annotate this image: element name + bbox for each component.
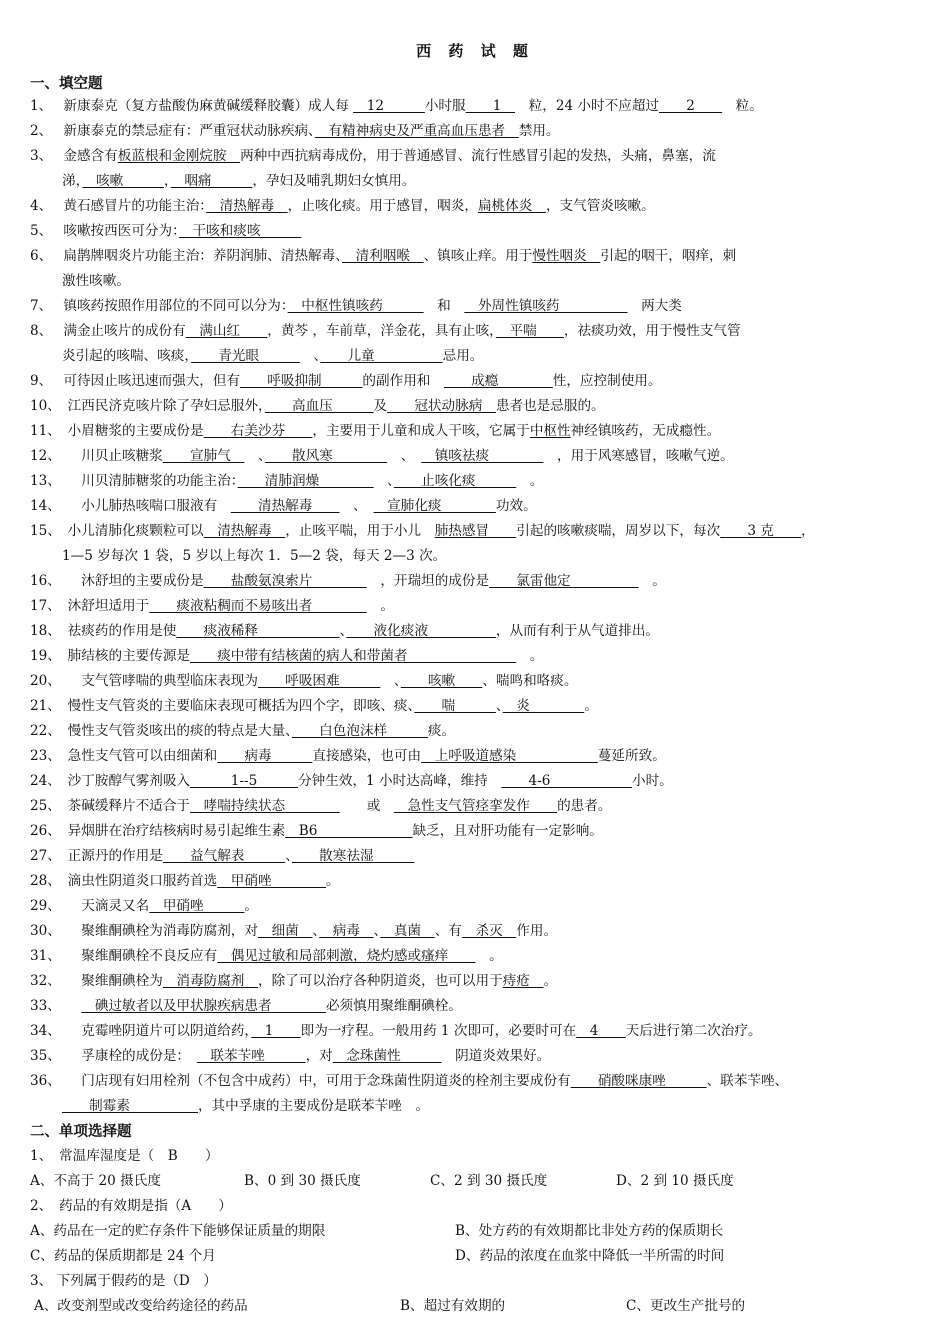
choice-option: B、超过有效期的 [400, 1298, 506, 1314]
question-text: ，主要用于儿童和成人干咳，它属于 [312, 423, 530, 439]
question-line [30, 596, 394, 616]
question-text: 、喘鸣和咯痰。 [482, 673, 578, 689]
question-text: 分钟生效，1 小时达高峰，维持 [298, 773, 502, 789]
question-text: 蔓延所致。 [597, 748, 666, 764]
answer-blank: 呼吸困难 [258, 673, 381, 689]
question-text: 24、 沙丁胺醇气雾剂吸入 [30, 773, 191, 789]
question-text: 30、 聚维酮碘栓为消毒防腐剂，对 [30, 923, 258, 939]
answer-blank: 制霉素 [62, 1098, 198, 1114]
question-line [30, 796, 611, 816]
question-line [30, 996, 462, 1016]
question-text: 即为一疗程。一般用药 1 次即可，必要时可在 [300, 1023, 577, 1039]
answer-blank: 3 克 [720, 523, 802, 539]
question-text: 7、 镇咳药按照作用部位的不同可以分为： [30, 298, 288, 314]
question-line [30, 521, 815, 541]
question-text: 和 [423, 298, 465, 314]
choice-option: D、2 到 10 摄氏度 [616, 1173, 734, 1189]
question-text: 患者也是忌服的。 [495, 398, 605, 414]
question-line [30, 571, 666, 591]
question-text: 36、 门店现有妇用栓剂（不包含中成药）中，可用于念珠菌性阴道炎的栓剂主要成份有 [30, 1073, 571, 1089]
answer-blank: 上呼吸道感染 [421, 748, 598, 764]
answer-blank: 有精神病史及严重高血压患者 [314, 123, 519, 139]
question-text: 或 [339, 798, 394, 814]
answer-blank: 痰液粘稠而不易咳出者 [149, 598, 367, 614]
question-text: 16、 沐舒坦的主要成份是 [30, 573, 204, 589]
question-text: ，从而有利于从气道排出。 [495, 623, 660, 639]
page-title: 西 药 试 题 [416, 42, 534, 60]
question-text: 性，应控制使用。 [552, 373, 662, 389]
answer-blank: 偶见过敏和局部刺激，烧灼感或瘙痒 [217, 948, 476, 964]
answer-blank: 清热解毒 [230, 498, 340, 514]
choice-option: A、改变剂型或改变给药途径的药品 [34, 1298, 248, 1314]
question-text: 、联苯苄唑、 [706, 1073, 789, 1089]
question-text: 、 [339, 498, 374, 514]
question-line [30, 121, 560, 141]
question-text: 32、 聚维酮碘栓为 [30, 973, 163, 989]
question-line [30, 971, 557, 991]
question-text: 33、 [30, 998, 82, 1014]
question-text: 、 [373, 923, 381, 939]
question-text: ，除了可以治疗各种阴道炎，也可以用于 [258, 973, 503, 989]
question-text: 直接感染，也可由 [312, 748, 422, 764]
question-text: 禁用。 [518, 123, 560, 139]
question-text: 、 [244, 448, 265, 464]
question-text: 、 [387, 448, 422, 464]
answer-blank: 清热解毒 [203, 523, 286, 539]
question-text: ，祛痰功效，用于慢性支气管 [563, 323, 741, 339]
question-line [30, 96, 763, 116]
question-line [30, 1046, 550, 1066]
answer-blank: 念珠菌性 [332, 1048, 442, 1064]
question-line [30, 671, 577, 691]
answer-blank: 平喘 [495, 323, 564, 339]
question-line [62, 171, 415, 191]
question-text: 神经镇咳药，无成瘾性。 [570, 423, 721, 439]
question-text: 小时。 [632, 773, 673, 789]
answer-blank: 宣肺气 [162, 448, 245, 464]
answer-blank: 痰中带有结核菌的病人和带菌者 [190, 648, 517, 664]
question-text: 、 [285, 848, 292, 864]
question-text: ， [801, 523, 815, 539]
choice-question: 1、 常温库湿度是（ B ） [30, 1148, 219, 1164]
choice-option: A、药品在一定的贮存条件下能够保证质量的期限 [30, 1223, 326, 1239]
answer-blank: 碘过敏者以及甲状腺疾病患者 [81, 998, 326, 1014]
answer-blank: 扁桃体炎 [477, 198, 546, 214]
answer-blank: 清肺润燥 [237, 473, 374, 489]
answer-blank: 1 [251, 1023, 301, 1039]
question-text: 、镇咳止痒。用于 [423, 248, 533, 264]
question-line [62, 546, 446, 566]
question-text: ， [163, 173, 171, 189]
answer-blank: 氯雷他定 [489, 573, 639, 589]
question-text: 小时服 [424, 98, 466, 114]
answer-blank: 甲硝唑 [217, 873, 326, 889]
question-text: 两大类 [627, 298, 682, 314]
question-text: 28、 滴虫性阴道炎口服药首选 [30, 873, 218, 889]
answer-blank: 消毒防腐剂 [162, 973, 258, 989]
question-text: 27、 正源丹的作用是 [30, 848, 163, 864]
question-text: ，开瑞坦的成份是 [366, 573, 490, 589]
question-line [30, 696, 598, 716]
question-text: 引起的咳嗽痰喘，周岁以下，每次 [516, 523, 721, 539]
question-text: 3、 金感含有 [30, 148, 118, 164]
question-text: 11、 小眉糖浆的主要成份是 [30, 423, 204, 439]
question-text: 忌用。 [442, 348, 484, 364]
question-text: 、 [312, 923, 320, 939]
answer-blank: 板蓝根和金刚烷胺 [117, 148, 241, 164]
question-line [30, 896, 258, 916]
question-text: 、 [495, 698, 503, 714]
question-line [30, 721, 455, 741]
choice-option: C、药品的保质期都是 24 个月 [30, 1248, 216, 1264]
question-text: 。 [325, 873, 340, 889]
question-text: 。 [475, 948, 503, 964]
question-text: ，止咳平喘，用于小儿 [285, 523, 435, 539]
question-text: ，黄芩 ，车前草，洋金花，具有止咳， [267, 323, 496, 339]
answer-blank: 联苯苄唑 [196, 1048, 306, 1064]
question-text: 1—5 岁每次 1 袋，5 岁以上每次 1．5—2 袋，每天 2—3 次。 [62, 548, 447, 564]
question-line [30, 1021, 762, 1041]
question-text: 。 [366, 598, 394, 614]
question-text: 15、 小儿清肺化痰颗粒可以 [30, 523, 204, 539]
question-line [30, 946, 503, 966]
answer-blank: 右美沙芬 [203, 423, 313, 439]
choice-option: B、0 到 30 摄氏度 [244, 1173, 361, 1189]
question-text: 。 [244, 898, 258, 914]
answer-blank: 盐酸氨溴索片 [203, 573, 367, 589]
choice-option: C、更改生产批号的 [626, 1298, 746, 1314]
question-text: 18、 祛痰药的作用是使 [30, 623, 177, 639]
answer-blank: 杀灭 [461, 923, 517, 939]
answer-blank: 清热解毒 [206, 198, 288, 214]
question-text: 作用。 [516, 923, 558, 939]
question-text: 天后进行第二次治疗。 [625, 1023, 762, 1039]
question-text: 两种中西抗病毒成份，用于普通感冒、流行性感冒引起的发热，头痛，鼻塞，流 [240, 148, 716, 164]
question-text: 34、 克霉唑阴道片可以阴道给药， [30, 1023, 252, 1039]
answer-blank: 益气解表 [162, 848, 286, 864]
question-text: 功效。 [495, 498, 537, 514]
question-text: 、 [339, 623, 347, 639]
question-text: 25、 茶碱缓释片不适合于 [30, 798, 191, 814]
question-text: 粒，24 小时不应超过 [515, 98, 660, 114]
answer-blank: B6 [285, 823, 413, 839]
question-text: 及 [373, 398, 388, 414]
question-line [30, 396, 605, 416]
answer-blank: 1 [465, 98, 516, 114]
question-text: 。 [584, 698, 598, 714]
question-text: 的患者。 [557, 798, 612, 814]
question-text: 1、 新康泰克（复方盐酸伪麻黄碱缓释胶囊）成人每 [30, 98, 354, 114]
question-line [30, 246, 736, 266]
answer-blank: 哮喘持续状态 [190, 798, 340, 814]
choice-option: D、药品的浓度在血浆中降低一半所需的时间 [455, 1248, 725, 1264]
answer-blank: 中枢性镇咳药 [287, 298, 424, 314]
question-line [62, 1096, 429, 1116]
question-text: ，支气管炎咳嗽。 [545, 198, 655, 214]
question-line [30, 146, 716, 166]
question-text: ，对 [305, 1048, 333, 1064]
answer-blank: 咳嗽 [400, 673, 483, 689]
question-text: 5、 咳嗽按西医可分为： [30, 223, 179, 239]
answer-blank: 甲硝唑 [149, 898, 245, 914]
question-line [30, 496, 537, 516]
answer-blank: 散寒祛湿 [291, 848, 415, 864]
answer-blank: 4 [576, 1023, 626, 1039]
question-text: 29、 天滴灵又名 [30, 898, 150, 914]
answer-blank: 满山红 [185, 323, 268, 339]
question-text: 19、 肺结核的主要传源是 [30, 648, 191, 664]
question-text: 、有 [434, 923, 462, 939]
question-text: 13、 川贝清肺糖浆的功能主治： [30, 473, 238, 489]
question-line [62, 346, 483, 366]
choice-option: C、2 到 30 摄氏度 [430, 1173, 548, 1189]
answer-blank: 白色泡沫样 [291, 723, 428, 739]
question-text: 17、 沐舒坦适用于 [30, 598, 150, 614]
answer-blank: 成瘾 [443, 373, 553, 389]
answer-blank: 止咳化痰 [393, 473, 517, 489]
question-text: 痰。 [427, 723, 456, 739]
answer-blank: 咳嗽 [82, 173, 164, 189]
question-text: 阴道炎效果好。 [441, 1048, 551, 1064]
answer-blank: 炎 [502, 698, 585, 714]
question-text: 21、 慢性支气管炎的主要临床表现可概括为四个字，即咳、痰、 [30, 698, 415, 714]
question-line [30, 196, 655, 216]
question-text: 。 [543, 973, 558, 989]
answer-blank: 痔疮 [502, 973, 544, 989]
section-fill-in-blank-heading: 一、填空题 [30, 76, 103, 92]
question-text: ，用于风寒感冒，咳嗽气逆。 [543, 448, 734, 464]
answer-blank: 干咳和痰咳 [178, 223, 302, 239]
question-text: 20、 支气管哮喘的典型临床表现为 [30, 673, 258, 689]
question-text: 的副作用和 [362, 373, 444, 389]
answer-blank: 液化痰液 [346, 623, 496, 639]
question-text: 14、 小儿肺热咳喘口服液有 [30, 498, 231, 514]
question-line [30, 371, 661, 391]
section-single-choice-heading: 二、单项选择题 [30, 1124, 132, 1140]
answer-blank: 病毒 [217, 748, 313, 764]
question-text: 。 [516, 648, 544, 664]
question-text: 9、 可待因止咳迅速而强大，但有 [30, 373, 241, 389]
question-text: 必须慎用聚维酮碘栓。 [325, 998, 462, 1014]
question-text: 激性咳嗽。 [62, 273, 130, 289]
question-text: ，其中孚康的主要成份是联苯苄唑 。 [197, 1098, 430, 1114]
question-line [30, 821, 603, 841]
question-text: 8、 满金止咳片的成份有 [30, 323, 186, 339]
answer-blank: 中枢性 [529, 423, 571, 439]
answer-blank: 青光眼 [191, 348, 300, 364]
answer-blank: 真菌 [380, 923, 435, 939]
answer-blank: 肺热感冒 [434, 523, 517, 539]
question-text: 粒。 [722, 98, 763, 114]
question-text: 35、 孚康栓的成份是： [30, 1048, 197, 1064]
question-text: 炎引起的咳喘、咳痰， [62, 348, 192, 364]
answer-blank: 冠状动脉病 [387, 398, 496, 414]
question-line [30, 296, 682, 316]
answer-blank: 急性支气管痉挛发作 [393, 798, 558, 814]
question-text: ，止咳化痰。用于感冒，咽炎， [287, 198, 478, 214]
answer-blank: 2 [659, 98, 723, 114]
question-text: 。 [638, 573, 666, 589]
question-line [30, 621, 659, 641]
question-line [30, 421, 720, 441]
answer-blank: 12 [353, 98, 425, 114]
answer-blank: 喘 [414, 698, 496, 714]
question-line [30, 846, 414, 866]
question-text: 缺乏，且对肝功能有一定影响。 [412, 823, 603, 839]
question-line [30, 321, 741, 341]
choice-option: B、处方药的有效期都比非处方药的保质期长 [455, 1223, 724, 1239]
answer-blank: 4-6 [501, 773, 632, 789]
answer-blank: 宣肺化痰 [373, 498, 496, 514]
answer-blank: 慢性咽炎 [532, 248, 601, 264]
question-line [30, 1071, 788, 1091]
question-text: 涕， [62, 173, 83, 189]
answer-blank: 硝酸咪康唑 [570, 1073, 707, 1089]
question-line [30, 871, 340, 891]
answer-blank: 1--5 [190, 773, 299, 789]
answer-blank: 外周性镇咳药 [464, 298, 628, 314]
answer-blank: 高血压 [264, 398, 374, 414]
answer-blank: 咽痛 [170, 173, 253, 189]
question-text: 、 [380, 673, 401, 689]
question-line [30, 746, 666, 766]
choice-question: 2、 药品的有效期是指（A ） [30, 1198, 232, 1214]
answer-blank: 细菌 [258, 923, 313, 939]
answer-blank: 儿童 [320, 348, 443, 364]
answer-blank: 病毒 [319, 923, 374, 939]
question-text: 6、 扁鹊牌咽炎片功能主治：养阴润肺、清热解毒、 [30, 248, 343, 264]
question-line [30, 221, 301, 241]
question-line [30, 646, 543, 666]
choice-question: 3、 下列属于假药的是（D ） [30, 1273, 217, 1289]
question-line [30, 921, 557, 941]
question-line [30, 471, 543, 491]
answer-blank: 痰液稀释 [176, 623, 340, 639]
question-line [30, 771, 673, 791]
question-text: 22、 慢性支气管炎咳出的痰的特点是大量、 [30, 723, 292, 739]
question-line [62, 271, 130, 291]
answer-blank: 清利咽喉 [342, 248, 424, 264]
question-text: 23、 急性支气管可以由细菌和 [30, 748, 218, 764]
question-text: 26、 异烟肼在治疗结核病时易引起维生素 [30, 823, 286, 839]
question-text: 、 [373, 473, 394, 489]
question-text: ，孕妇及哺乳期妇女慎用。 [252, 173, 416, 189]
question-text: 2、 新康泰克的禁忌症有：严重冠状动脉疾病、 [30, 123, 315, 139]
question-text: 、 [299, 348, 321, 364]
answer-blank: 镇咳祛痰 [421, 448, 544, 464]
question-text: 10、 江西民济克咳片除了孕妇忌服外， [30, 398, 265, 414]
question-text: 4、 黄石感冒片的功能主治： [30, 198, 207, 214]
question-text: 。 [516, 473, 544, 489]
question-line [30, 446, 734, 466]
question-text: 12、 川贝止咳糖浆 [30, 448, 163, 464]
question-text: 31、 聚维酮碘栓不良反应有 [30, 948, 218, 964]
answer-blank: 呼吸抑制 [240, 373, 363, 389]
answer-blank: 散风寒 [264, 448, 388, 464]
question-text: 引起的咽干，咽痒，刺 [600, 248, 737, 264]
choice-option: A、不高于 20 摄氏度 [30, 1173, 161, 1189]
